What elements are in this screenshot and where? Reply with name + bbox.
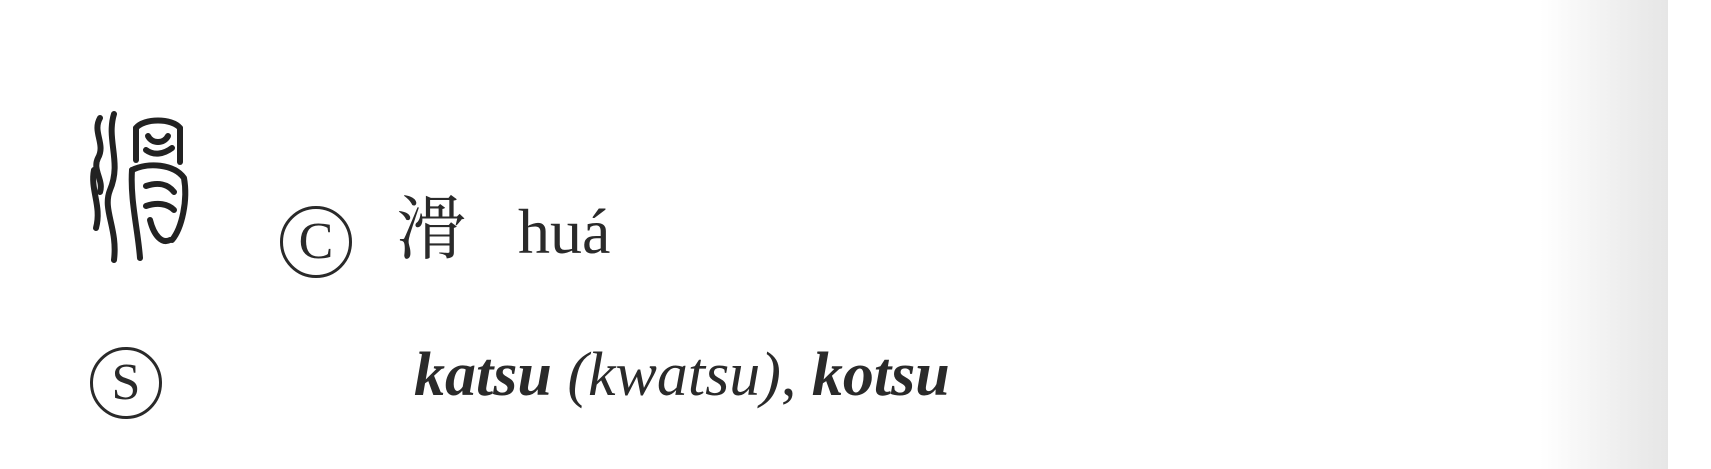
reading-primary: katsu <box>414 341 552 409</box>
page-edge-shadow <box>1540 0 1670 469</box>
sino-japanese-readings <box>414 341 950 409</box>
reading-alternate: (kwatsu) <box>567 341 781 409</box>
sino-japanese-marker-icon: S <box>90 347 162 419</box>
chinese-character: 滑 <box>396 188 466 270</box>
chinese-marker-icon: C <box>280 206 352 278</box>
seal-script-character-icon <box>88 110 193 270</box>
reading-separator: , <box>780 341 797 409</box>
reading-secondary: kotsu <box>811 341 950 409</box>
page-margin <box>1668 0 1711 469</box>
pinyin-reading: huá <box>518 196 611 267</box>
